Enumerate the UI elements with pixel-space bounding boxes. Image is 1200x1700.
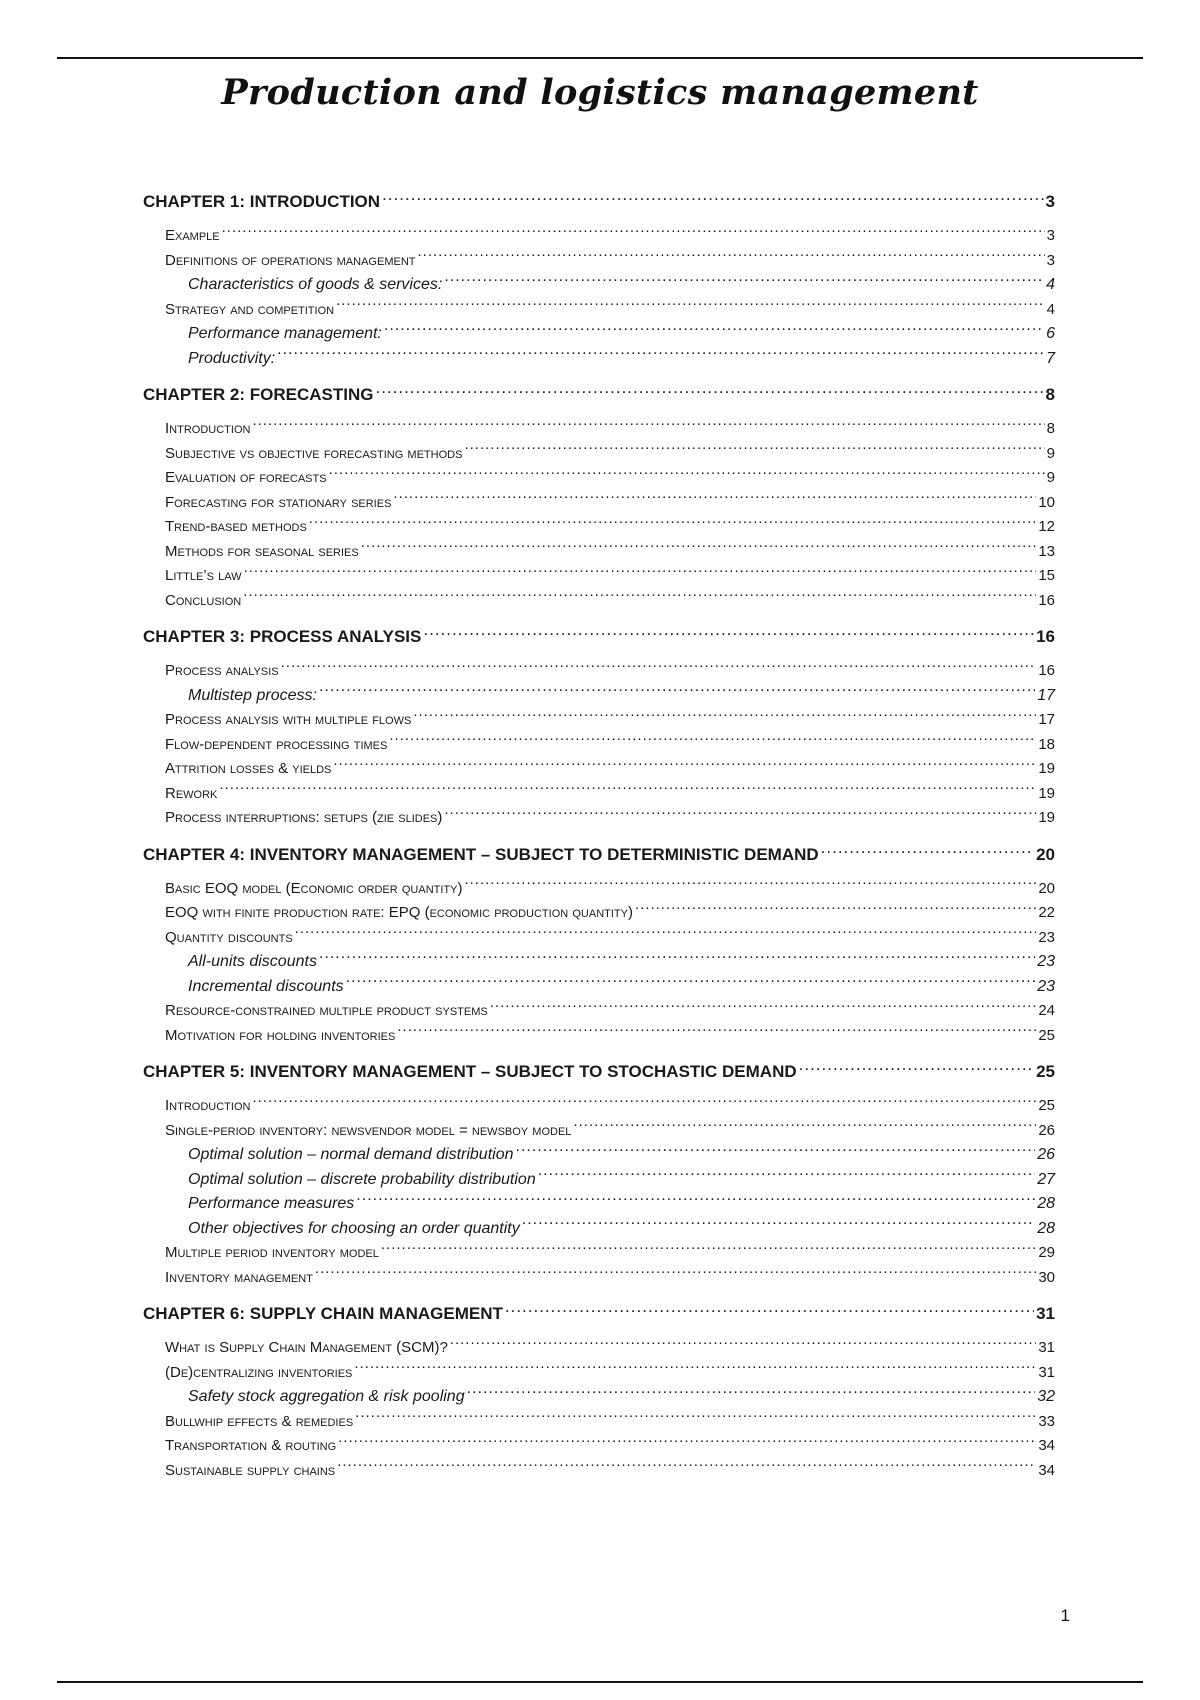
- dot-leader: [336, 299, 1045, 314]
- toc-entry-page-number: 26: [1038, 1121, 1055, 1139]
- toc-entry-label: CHAPTER 2: FORECASTING: [143, 385, 374, 404]
- toc-entry-label: Attrition losses & yields: [165, 760, 332, 777]
- toc-entry-label: Safety stock aggregation & risk pooling: [188, 1388, 465, 1405]
- dot-leader: [382, 190, 1043, 207]
- toc-entry-label: Single-period inventory: newsvendor model = newsboy model: [165, 1121, 572, 1139]
- dot-leader: [821, 843, 1034, 860]
- toc-entry-label: (De)centralizing inventories: [165, 1363, 353, 1381]
- toc-entry-label: Trend-based methods: [165, 518, 307, 535]
- toc-entry-label: CHAPTER 3: PROCESS ANALYSIS: [143, 627, 422, 646]
- dot-leader: [319, 950, 1035, 966]
- toc-entry-label: Introduction: [165, 1097, 251, 1114]
- toc-entry-page-number: 23: [1038, 928, 1055, 946]
- toc-entry-label: CHAPTER 5: INVENTORY MANAGEMENT – SUBJECT TO STOCHASTIC DEMAND: [143, 1062, 797, 1081]
- toc-entry-page-number: 25: [1038, 1097, 1055, 1114]
- dot-leader: [505, 1302, 1034, 1319]
- toc-entry-label: Conclusion: [165, 591, 242, 609]
- toc-section-entry[interactable]: [143, 999, 1055, 1024]
- dot-leader: [329, 467, 1045, 482]
- dot-leader: [219, 783, 1036, 798]
- dot-leader: [356, 1192, 1035, 1208]
- toc-entry-label: Productivity:: [188, 349, 276, 367]
- toc-entry-page-number: 8: [1046, 420, 1055, 437]
- toc-entry-page-number: 4: [1046, 276, 1055, 293]
- dot-leader: [361, 541, 1037, 556]
- toc-entry-page-number: 19: [1038, 809, 1055, 826]
- toc-section-entry[interactable]: [143, 733, 1055, 758]
- toc-section-entry[interactable]: [143, 659, 1055, 684]
- toc-entry-page-number: 17: [1038, 711, 1055, 728]
- dot-leader: [252, 418, 1044, 433]
- toc-section-entry[interactable]: [143, 806, 1055, 831]
- toc-entry-page-number: 23: [1037, 953, 1055, 970]
- toc-entry-page-number: 30: [1038, 1268, 1055, 1286]
- toc-entry-label: Resource-constrained multiple product systems: [165, 1002, 488, 1019]
- toc-section-entry[interactable]: [143, 1266, 1055, 1291]
- dot-leader: [337, 1460, 1036, 1475]
- toc-entry-label: What is Supply Chain Management (SCM)?: [165, 1339, 448, 1356]
- toc-subsection-entry[interactable]: [143, 1192, 1055, 1217]
- toc-entry-label: Process interruptions: setups (zie slides): [165, 809, 443, 826]
- toc-entry-page-number: 3: [1045, 192, 1055, 211]
- dot-leader: [333, 758, 1036, 773]
- toc-chapter-entry[interactable]: [143, 625, 1055, 649]
- toc-section-entry[interactable]: [143, 224, 1055, 249]
- dot-leader: [467, 1385, 1036, 1401]
- dot-leader: [450, 1337, 1037, 1352]
- dot-leader: [423, 625, 1034, 642]
- toc-entry-label: Incremental discounts: [188, 977, 344, 995]
- dot-leader: [222, 225, 1045, 240]
- toc-chapter-entry[interactable]: [143, 383, 1055, 407]
- toc-entry-page-number: 8: [1045, 385, 1055, 404]
- toc-entry-label: Evaluation of forecasts: [165, 469, 327, 486]
- toc-entry-page-number: 16: [1036, 627, 1055, 646]
- toc-entry-page-number: 27: [1037, 1170, 1055, 1188]
- toc-entry-page-number: 29: [1038, 1244, 1055, 1261]
- toc-subsection-entry[interactable]: [143, 975, 1055, 1000]
- dot-leader: [490, 1000, 1037, 1015]
- toc-entry-page-number: 16: [1038, 662, 1055, 679]
- toc-section-entry[interactable]: [143, 298, 1055, 323]
- toc-entry-page-number: 31: [1036, 1304, 1055, 1323]
- toc-section-entry[interactable]: [143, 491, 1055, 516]
- toc-entry-page-number: 34: [1038, 1461, 1055, 1479]
- dot-leader: [389, 734, 1036, 749]
- dot-leader: [381, 1242, 1036, 1257]
- toc-chapter-entry[interactable]: [143, 843, 1055, 867]
- toc-entry-page-number: 17: [1037, 686, 1055, 704]
- toc-entry-page-number: 9: [1046, 469, 1055, 486]
- toc-section-entry[interactable]: [143, 877, 1055, 902]
- toc-entry-label: CHAPTER 6: SUPPLY CHAIN MANAGEMENT: [143, 1304, 503, 1323]
- toc-section-entry[interactable]: [143, 417, 1055, 442]
- toc-chapter-entry[interactable]: [143, 190, 1055, 214]
- toc-entry-page-number: 19: [1038, 784, 1055, 802]
- dot-leader: [516, 1143, 1036, 1159]
- toc-section-entry[interactable]: [143, 757, 1055, 782]
- toc-entry-page-number: 24: [1038, 1002, 1055, 1019]
- toc-entry-label: Motivation for holding inventories: [165, 1026, 396, 1044]
- toc-entry-label: Inventory management: [165, 1268, 313, 1286]
- toc-section-entry[interactable]: [143, 1434, 1055, 1459]
- dot-leader: [444, 807, 1036, 822]
- toc-entry-page-number: 4: [1046, 300, 1055, 318]
- toc-entry-page-number: 25: [1036, 1062, 1055, 1081]
- bottom-rule: [57, 1681, 1143, 1683]
- dot-leader: [295, 927, 1037, 942]
- toc-entry-label: Subjective vs objective forecasting methods: [165, 444, 463, 462]
- toc-entry-page-number: 26: [1037, 1146, 1055, 1163]
- toc-section-entry[interactable]: [143, 1119, 1055, 1144]
- toc-entry-label: Sustainable supply chains: [165, 1461, 336, 1479]
- toc-section-entry[interactable]: [143, 926, 1055, 951]
- toc-entry-label: Definitions of operations management: [165, 251, 416, 269]
- dot-leader: [413, 709, 1036, 724]
- toc-entry-label: CHAPTER 1: INTRODUCTION: [143, 192, 381, 211]
- toc-entry-label: Strategy and competition: [165, 300, 335, 318]
- toc-subsection-entry[interactable]: [143, 684, 1055, 709]
- toc-section-entry[interactable]: [143, 1024, 1055, 1049]
- toc-subsection-entry[interactable]: [143, 347, 1055, 372]
- page-number: 1: [1060, 1606, 1070, 1625]
- toc-entry-label: Forecasting for stationary series: [165, 493, 392, 511]
- toc-entry-label: Quantity discounts: [165, 928, 293, 946]
- dot-leader: [252, 1095, 1036, 1110]
- toc-entry-page-number: 28: [1037, 1219, 1055, 1237]
- toc-entry-label: All-units discounts: [188, 953, 317, 970]
- toc-entry-page-number: 3: [1046, 251, 1055, 269]
- toc-entry-label: Introduction: [165, 420, 251, 437]
- toc-section-entry[interactable]: [143, 589, 1055, 614]
- toc-subsection-entry[interactable]: [143, 1385, 1055, 1410]
- toc-entry-label: Transportation & routing: [165, 1437, 337, 1454]
- toc-section-entry[interactable]: [143, 782, 1055, 807]
- toc-entry-page-number: 23: [1037, 977, 1055, 995]
- dot-leader: [277, 347, 1044, 363]
- dot-leader: [244, 565, 1037, 580]
- toc-entry-page-number: 32: [1037, 1388, 1055, 1405]
- toc-entry-page-number: 31: [1038, 1363, 1055, 1381]
- toc-entry-label: Process analysis: [165, 662, 279, 679]
- toc-entry-label: Flow-dependent processing times: [165, 735, 388, 753]
- toc-entry-label: Bullwhip effects & remedies: [165, 1412, 354, 1430]
- dot-leader: [319, 684, 1035, 700]
- toc-entry-page-number: 12: [1038, 518, 1055, 535]
- toc-subsection-entry[interactable]: [143, 273, 1055, 298]
- toc-entry-page-number: 19: [1038, 760, 1055, 777]
- toc-entry-label: Optimal solution – normal demand distribution: [188, 1146, 514, 1163]
- toc-entry-label: CHAPTER 4: INVENTORY MANAGEMENT – SUBJECT TO DETERMINISTIC DEMAND: [143, 844, 819, 864]
- dot-leader: [338, 1435, 1036, 1450]
- toc-entry-label: Multiple period inventory model: [165, 1244, 379, 1261]
- toc-section-entry[interactable]: [143, 442, 1055, 467]
- dot-leader: [444, 273, 1044, 289]
- toc-entry-label: Methods for seasonal series: [165, 542, 359, 560]
- dot-leader: [799, 1060, 1034, 1077]
- toc-entry-label: Example: [165, 227, 220, 244]
- toc-section-entry[interactable]: [143, 564, 1055, 589]
- dot-leader: [346, 975, 1036, 991]
- toc-section-entry[interactable]: [143, 249, 1055, 274]
- table-of-contents: [143, 190, 1055, 1483]
- dot-leader: [355, 1411, 1036, 1426]
- toc-entry-label: Multistep process:: [188, 686, 317, 704]
- dot-leader: [309, 516, 1037, 531]
- toc-entry-page-number: 25: [1038, 1026, 1055, 1044]
- toc-entry-page-number: 3: [1046, 227, 1055, 244]
- top-rule: [57, 57, 1143, 59]
- toc-entry-page-number: 22: [1038, 904, 1055, 921]
- toc-entry-label: Rework: [165, 784, 218, 802]
- toc-section-entry[interactable]: [143, 1459, 1055, 1484]
- toc-entry-page-number: 16: [1038, 591, 1055, 609]
- dot-leader: [573, 1120, 1036, 1135]
- document-title: Production and logistics management: [221, 72, 979, 113]
- toc-section-entry[interactable]: [143, 1410, 1055, 1435]
- toc-chapter-entry[interactable]: [143, 1060, 1055, 1084]
- toc-entry-page-number: 10: [1038, 493, 1055, 511]
- toc-entry-label: Little’s law: [165, 567, 242, 584]
- toc-subsection-entry[interactable]: [143, 1217, 1055, 1242]
- toc-entry-page-number: 20: [1038, 879, 1055, 897]
- toc-section-entry[interactable]: [143, 1336, 1055, 1361]
- toc-subsection-entry[interactable]: [143, 1168, 1055, 1193]
- dot-leader: [243, 590, 1036, 605]
- toc-subsection-entry[interactable]: [143, 322, 1055, 347]
- toc-entry-page-number: 13: [1038, 542, 1055, 560]
- toc-chapter-entry[interactable]: [143, 1302, 1055, 1326]
- dot-leader: [635, 902, 1036, 917]
- toc-section-entry[interactable]: [143, 540, 1055, 565]
- toc-section-entry[interactable]: [143, 515, 1055, 540]
- toc-entry-label: Optimal solution – discrete probability distribution: [188, 1170, 536, 1188]
- toc-entry-page-number: 7: [1046, 349, 1055, 367]
- toc-section-entry[interactable]: [143, 708, 1055, 733]
- toc-entry-label: Performance measures: [188, 1195, 355, 1212]
- toc-entry-page-number: 9: [1046, 444, 1055, 462]
- toc-entry-label: Basic EOQ model (Economic order quantity): [165, 879, 463, 897]
- toc-entry-label: Performance management:: [188, 325, 382, 342]
- toc-entry-label: Characteristics of goods & services:: [188, 276, 443, 293]
- dot-leader: [281, 660, 1037, 675]
- toc-entry-page-number: 18: [1038, 735, 1055, 753]
- toc-entry-label: Other objectives for choosing an order quantity: [188, 1219, 520, 1237]
- toc-entry-page-number: 34: [1038, 1437, 1055, 1454]
- toc-entry-page-number: 15: [1038, 567, 1055, 584]
- dot-leader: [393, 492, 1036, 507]
- toc-section-entry[interactable]: [143, 1361, 1055, 1386]
- dot-leader: [397, 1025, 1036, 1040]
- toc-entry-page-number: 6: [1046, 325, 1055, 342]
- toc-entry-label: EOQ with finite production rate: EPQ (economic production quantity): [165, 904, 633, 921]
- toc-section-entry[interactable]: [143, 901, 1055, 926]
- dot-leader: [464, 878, 1036, 893]
- dot-leader: [538, 1168, 1035, 1184]
- toc-entry-page-number: 33: [1038, 1412, 1055, 1430]
- dot-leader: [384, 322, 1044, 338]
- toc-section-entry[interactable]: [143, 1094, 1055, 1119]
- dot-leader: [464, 443, 1044, 458]
- dot-leader: [522, 1217, 1035, 1233]
- dot-leader: [417, 250, 1044, 265]
- toc-entry-page-number: 31: [1038, 1339, 1055, 1356]
- dot-leader: [354, 1362, 1036, 1377]
- dot-leader: [315, 1267, 1036, 1282]
- toc-entry-page-number: 28: [1037, 1195, 1055, 1212]
- toc-entry-page-number: 20: [1036, 844, 1055, 864]
- toc-subsection-entry[interactable]: [143, 1143, 1055, 1168]
- toc-subsection-entry[interactable]: [143, 950, 1055, 975]
- dot-leader: [375, 383, 1043, 400]
- toc-section-entry[interactable]: [143, 1241, 1055, 1266]
- toc-entry-label: Process analysis with multiple flows: [165, 711, 412, 728]
- toc-section-entry[interactable]: [143, 466, 1055, 491]
